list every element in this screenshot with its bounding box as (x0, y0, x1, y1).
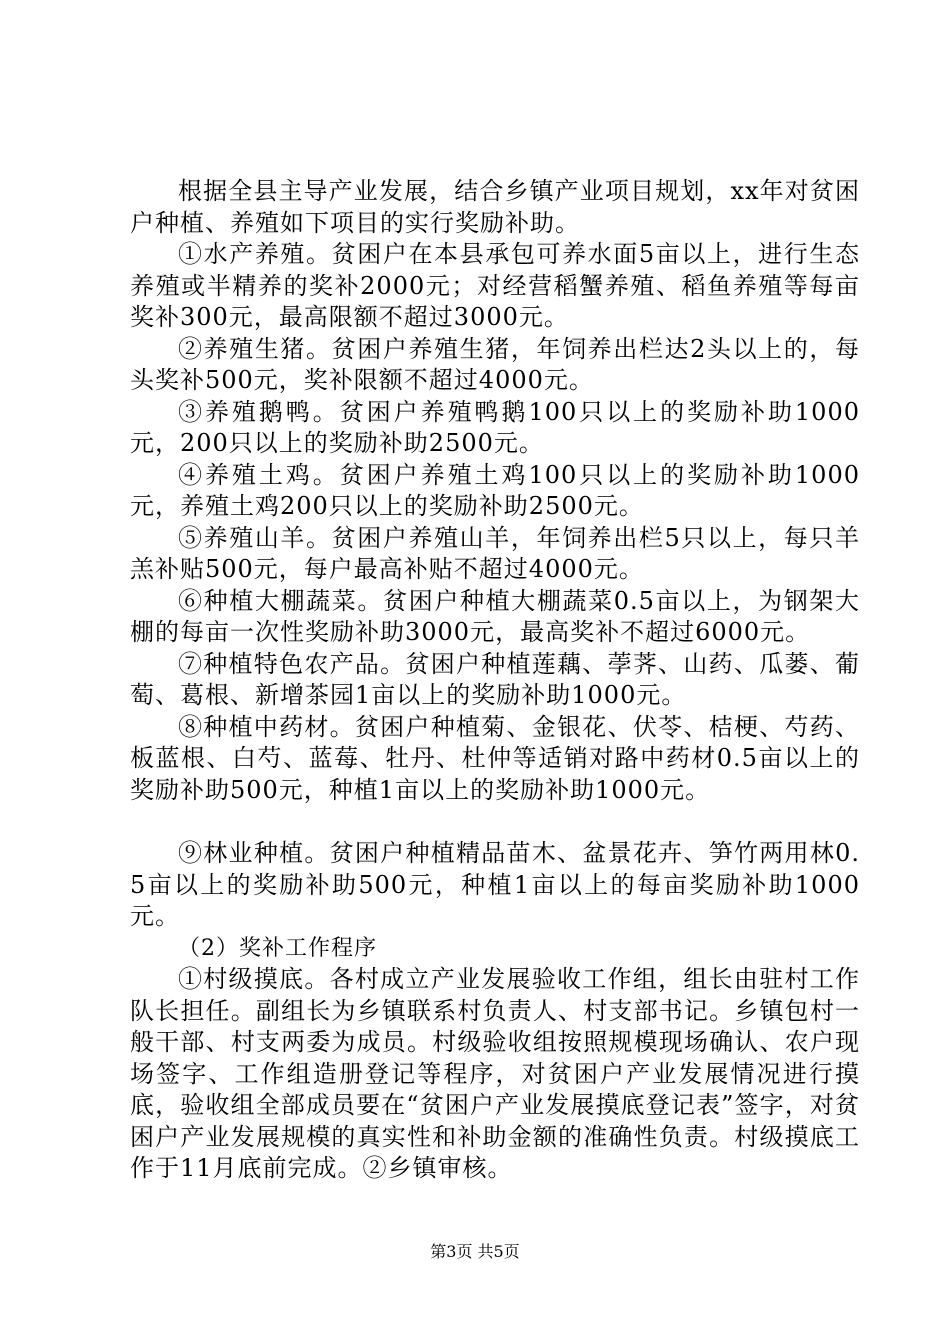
item-specialty-produce: ⑦种植特色农产品。贫困户种植莲藕、荸荠、山药、瓜蒌、葡萄、葛根、新增茶园1亩以上的奖励补助1000元。 (130, 649, 860, 709)
item-geese-ducks: ③养殖鹅鸭。贫困户养殖鸭鹅100只以上的奖励补助1000元，200只以上的奖励补助2500元。 (130, 397, 860, 457)
item-greenhouse-vegetables: ⑥种植大棚蔬菜。贫困户种植大棚蔬菜0.5亩以上，为钢架大棚的每亩一次性奖励补助3000元，最高奖补不超过6000元。 (130, 586, 860, 646)
intro-paragraph: 根据全县主导产业发展，结合乡镇产业项目规划，xx年对贫困户种植、养殖如下项目的实行奖励补助。 (130, 177, 860, 237)
document-body (130, 176, 860, 1185)
item-pigs: ②养殖生猪。贫困户养殖生猪，年饲养出栏达2头以上的，每头奖补500元，奖补限额不超过4000元。 (130, 334, 860, 394)
section-subheading: （2）奖补工作程序 (178, 935, 377, 961)
procedure-paragraph: ①村级摸底。各村成立产业发展验收工作组，组长由驻村工作队长担任。副组长为乡镇联系村负责人、村支部书记。乡镇包村一般干部、村支两委为成员。村级验收组按照规模现场确认、农户现场签字、工作组造册登记等程序，对贫困户产业发展情况进行摸底，验收组全部成员要在“贫困户产业发展摸底登记表”签字，对贫困户产业发展规模的真实性和补助金额的准确性负责。村级摸底工作于11月底前完成。②乡镇审核。 (130, 965, 860, 1182)
item-goats: ⑤养殖山羊。贫困户养殖山羊，年饲养出栏5只以上，每只羊羔补贴500元，每户最高补贴不超过4000元。 (130, 523, 860, 583)
item-aquaculture: ①水产养殖。贫困户在本县承包可养水面5亩以上，进行生态养殖或半精养的奖补2000元；对经营稻蟹养殖、稻鱼养殖等每亩奖补300元，最高限额不超过3000元。 (130, 240, 860, 331)
page-footer: 第3页 共5页 (430, 1242, 520, 1261)
item-chickens: ④养殖土鸡。贫困户养殖土鸡100只以上的奖励补助1000元，养殖土鸡200只以上的奖励补助2500元。 (130, 460, 860, 520)
item-medicinal-herbs: ⑧种植中药材。贫困户种植菊、金银花、伏苓、桔梗、芍药、板蓝根、白芍、蓝莓、牡丹、杜仲等适销对路中药材0.5亩以上的奖励补助500元，种植1亩以上的奖励补助1000元。 (130, 712, 860, 804)
item-forestry: ⑨林业种植。贫困户种植精品苗木、盆景花卉、笋竹两用林0.5亩以上的奖励补助500元，种植1亩以上的每亩奖励补助1000元。 (130, 839, 860, 930)
